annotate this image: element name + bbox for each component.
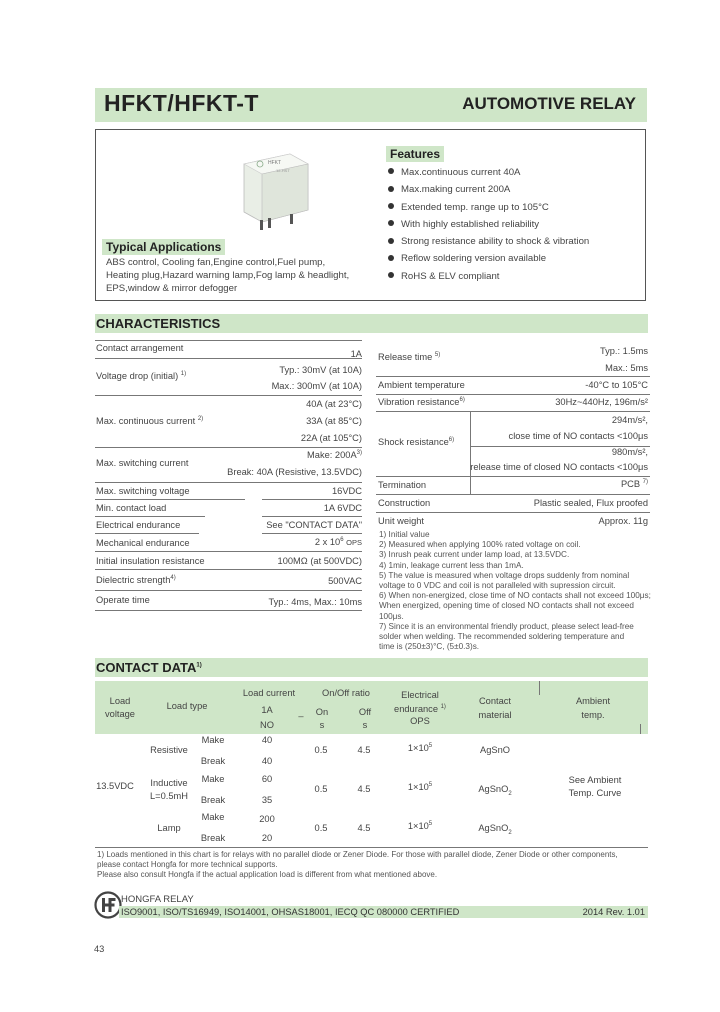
label-release-time: Release time $^{5)}$ — [378, 352, 441, 363]
divider — [95, 551, 362, 552]
divider — [376, 394, 650, 395]
page-subtitle: AUTOMOTIVE RELAY — [462, 94, 636, 113]
value-release-time-max: Max.: 5ms — [605, 363, 648, 373]
divider — [262, 499, 362, 500]
label-unit-weight: Unit weight — [378, 516, 424, 526]
value-switching-break: Break: 40A (Resistive, 13.5VDC) — [227, 467, 362, 477]
value-max-continuous-105: 22A (at 105°C) — [300, 433, 362, 443]
cell-load-type: Lamp — [157, 823, 181, 833]
bullet-icon — [388, 272, 394, 278]
applications-text: ABS control, Cooling fan,Engine control,Fuel pump, Heating plug,Hazard warning lamp,Fog lamp & headlight, EPS,window & mirror defogger — [106, 257, 350, 294]
feature-item: Reflow soldering version available — [388, 250, 589, 267]
col-load-current: Load current — [242, 688, 296, 698]
divider — [95, 516, 205, 517]
bullet-icon — [388, 203, 394, 209]
cell-make-label: Make — [201, 774, 225, 784]
cell-material: AgSnO$_2$ — [478, 784, 512, 797]
value-shock-294: 294m/s², — [611, 415, 648, 425]
label-termination: Termination — [378, 480, 427, 490]
cell-off: 4.5 — [357, 823, 371, 833]
label-mechanical-endurance: Mechanical endurance — [96, 538, 190, 548]
footer-brand: HONGFA RELAY — [121, 894, 194, 905]
divider — [470, 476, 471, 494]
value-release-time-typ: Typ.: 1.5ms — [599, 346, 648, 356]
value-dielectric-strength: 500VAC — [328, 576, 362, 586]
label-dielectric-strength: Dielectric strength$^{4)}$ — [96, 575, 176, 586]
contact-data-title: CONTACT DATA$^{1)}$ — [96, 660, 202, 675]
value-operate-time: Typ.: 4ms, Max.: 10ms — [268, 597, 362, 607]
features-list — [388, 164, 589, 285]
contact-data-notes: 1) Loads mentioned in this chart is for relays with no parallel diode or Zener Diode. For those with parallel diode, Zener Diode or other components, please contact Hongfa for more technical supports. Please also consult Hongfa if the actual application load is different from what mentioned above. — [97, 850, 618, 880]
bullet-icon — [388, 238, 394, 244]
feature-item: With highly established reliability — [388, 216, 589, 233]
col-load-current-no: NO — [260, 720, 274, 730]
cell-break-label: Break — [200, 756, 226, 766]
cell-make-current: 60 — [261, 774, 273, 784]
relay-part-mark: 12-HST — [276, 168, 290, 173]
cell-make-label: Make — [201, 735, 225, 745]
value-electrical-endurance: See "CONTACT DATA" — [266, 520, 362, 530]
value-vibration-resistance: 30Hz~440Hz, 196m/s² — [555, 397, 648, 407]
cell-break-current: 35 — [261, 795, 273, 805]
cell-on: 0.5 — [314, 823, 328, 833]
divider — [640, 724, 641, 734]
divider — [95, 447, 362, 448]
value-switching-make: Make: $200A^{3)}$ — [307, 450, 362, 461]
features-title: Features — [386, 146, 444, 162]
label-insulation-resistance: Initial insulation resistance — [96, 556, 205, 566]
cell-break-current: 40 — [261, 756, 273, 766]
value-min-contact-load: 1A 6VDC — [323, 503, 362, 513]
label-max-switching-current: Max. switching current — [96, 458, 189, 468]
cell-break-label: Break — [200, 795, 226, 805]
feature-item: Strong resistance ability to shock & vibration — [388, 233, 589, 250]
col-contact-material: Contact material — [478, 696, 512, 720]
characteristics-title: CHARACTERISTICS — [96, 316, 221, 331]
divider — [95, 590, 362, 591]
label-max-switching-voltage: Max. switching voltage — [96, 486, 190, 496]
divider — [376, 411, 650, 412]
value-voltage-drop-typ: Typ.: 30mV (at 10A) — [279, 365, 362, 375]
cell-endurance: $1\times 10^5$ — [407, 743, 433, 754]
label-electrical-endurance: Electrical endurance — [96, 520, 181, 530]
cell-load-voltage: 13.5VDC — [96, 781, 134, 791]
feature-item: Extended temp. range up to 105°C — [388, 199, 589, 216]
divider — [539, 681, 540, 695]
col-dash: – — [298, 711, 304, 721]
divider — [376, 494, 650, 495]
divider — [376, 376, 650, 377]
col-ambient-temp: Ambient temp. — [575, 696, 611, 720]
label-contact-arrangement: Contact arrangement — [96, 343, 184, 353]
applications-title: Typical Applications — [102, 239, 225, 255]
label-construction: Construction — [378, 498, 431, 508]
cell-off: 4.5 — [357, 745, 371, 755]
value-insulation-resistance: 100MΩ (at 500VDC) — [277, 556, 362, 566]
cell-on: 0.5 — [314, 745, 328, 755]
col-load-type: Load type — [166, 701, 208, 711]
col-off: Off s — [358, 707, 372, 730]
divider — [95, 499, 245, 500]
bullet-icon — [388, 186, 394, 192]
cell-break-current: 20 — [261, 833, 273, 843]
relay-product-image — [238, 150, 312, 239]
divider — [376, 476, 650, 477]
footer-revision: 2014 Rev. 1.01 — [582, 907, 645, 917]
cell-load-type: Resistive — [150, 745, 188, 755]
col-on-off-ratio: On/Off ratio — [322, 688, 370, 698]
value-contact-arrangement: 1A — [350, 349, 362, 359]
label-voltage-drop: Voltage drop (initial) $^{1)}$ — [96, 371, 187, 382]
value-max-continuous-85: 33A (at 85°C) — [306, 416, 362, 426]
footer-certifications: ISO9001, ISO/TS16949, ISO14001, OHSAS18001, IECQ QC 080000 CERTIFIED — [121, 907, 460, 917]
bullet-icon — [388, 168, 394, 174]
label-vibration-resistance: Vibration resistance$^{6)}$ — [378, 397, 465, 408]
cell-endurance: $1\times 10^5$ — [407, 782, 433, 793]
value-max-switching-voltage: 16VDC — [332, 486, 362, 496]
label-min-contact-load: Min. contact load — [96, 503, 167, 513]
col-on: On s — [315, 707, 329, 730]
bullet-icon — [388, 220, 394, 226]
divider — [95, 569, 362, 570]
cell-make-label: Make — [201, 812, 225, 822]
divider — [95, 482, 362, 483]
cell-material: AgSnO — [480, 745, 510, 755]
value-unit-weight: Approx. 11g — [598, 516, 648, 526]
page-number: 43 — [94, 944, 105, 954]
feature-item: RoHS & ELV compliant — [388, 268, 589, 285]
divider — [376, 512, 650, 513]
value-shock-980: 980m/s², — [611, 447, 648, 457]
value-construction: Plastic sealed, Flux proofed — [533, 498, 648, 508]
col-load-current-unit: 1A — [261, 705, 273, 715]
characteristics-notes: 1) Initial value 2) Measured when applying 100% rated voltage on coil. 3) Inrush peak current under lamp load, at 13.5VDC. 4) 1min, leakage current less than 1mA. 5) The value is measured when voltage drops suddenly from nominal voltage to 0 VDC and coil is not paralleled with supression circuit. 6) When non-energized, close time of NO contacts shall not exceed 100μs; When energized, opening time of closed NO contacts shall not exceed 100μs. 7) Since it is an environmental friendly product, please select lead-free solder when welding. The recommended soldering temperature and time is (250±3)°C, (5±0.3)s. — [379, 530, 651, 652]
cell-material: AgSnO$_2$ — [478, 823, 512, 836]
col-load-voltage: Load voltage — [105, 696, 135, 719]
label-operate-time: Operate time — [96, 595, 150, 605]
label-max-continuous: Max. continuous current $^{2)}$ — [96, 416, 204, 427]
divider — [95, 340, 362, 341]
col-electrical-endurance: Electrical endurance $^{1)}$ OPS — [394, 690, 446, 727]
value-mechanical-endurance: 2 x $10^6$ OPS — [314, 537, 362, 548]
page-title: HFKT/HFKT-T — [104, 90, 259, 116]
cell-on: 0.5 — [314, 784, 328, 794]
divider — [95, 847, 648, 848]
divider — [95, 358, 362, 359]
cell-off: 4.5 — [357, 784, 371, 794]
cell-break-label: Break — [200, 833, 226, 843]
cell-make-current: 200 — [259, 814, 275, 824]
value-voltage-drop-max: Max.: 300mV (at 10A) — [271, 381, 362, 391]
label-shock-resistance: Shock resistance$^{6)}$ — [378, 437, 455, 448]
feature-item: Max.continuous current 40A — [388, 164, 589, 181]
cell-endurance: $1\times 10^5$ — [407, 821, 433, 832]
hongfa-logo — [94, 891, 122, 924]
feature-item: Max.making current 200A — [388, 181, 589, 198]
value-max-continuous-23: 40A (at 23°C) — [306, 399, 362, 409]
divider — [262, 533, 362, 534]
divider — [95, 610, 362, 611]
cell-load-type: Inductive L=0.5mH — [150, 778, 188, 801]
value-termination: PCB $^{7)}$ — [620, 479, 648, 490]
cell-make-current: 40 — [261, 735, 273, 745]
bullet-icon — [388, 255, 394, 261]
value-shock-close-time: close time of NO contacts <100μs — [508, 431, 648, 441]
relay-brand-mark: HFKT — [268, 160, 282, 166]
label-ambient-temperature: Ambient temperature — [378, 380, 465, 390]
divider — [95, 395, 362, 396]
value-ambient-temperature: -40°C to 105°C — [585, 380, 648, 390]
value-shock-release-time: release time of closed NO contacts <100μs — [470, 462, 648, 472]
divider — [262, 516, 362, 517]
divider — [95, 533, 199, 534]
cell-ambient: See Ambient Temp. Curve — [568, 775, 622, 798]
